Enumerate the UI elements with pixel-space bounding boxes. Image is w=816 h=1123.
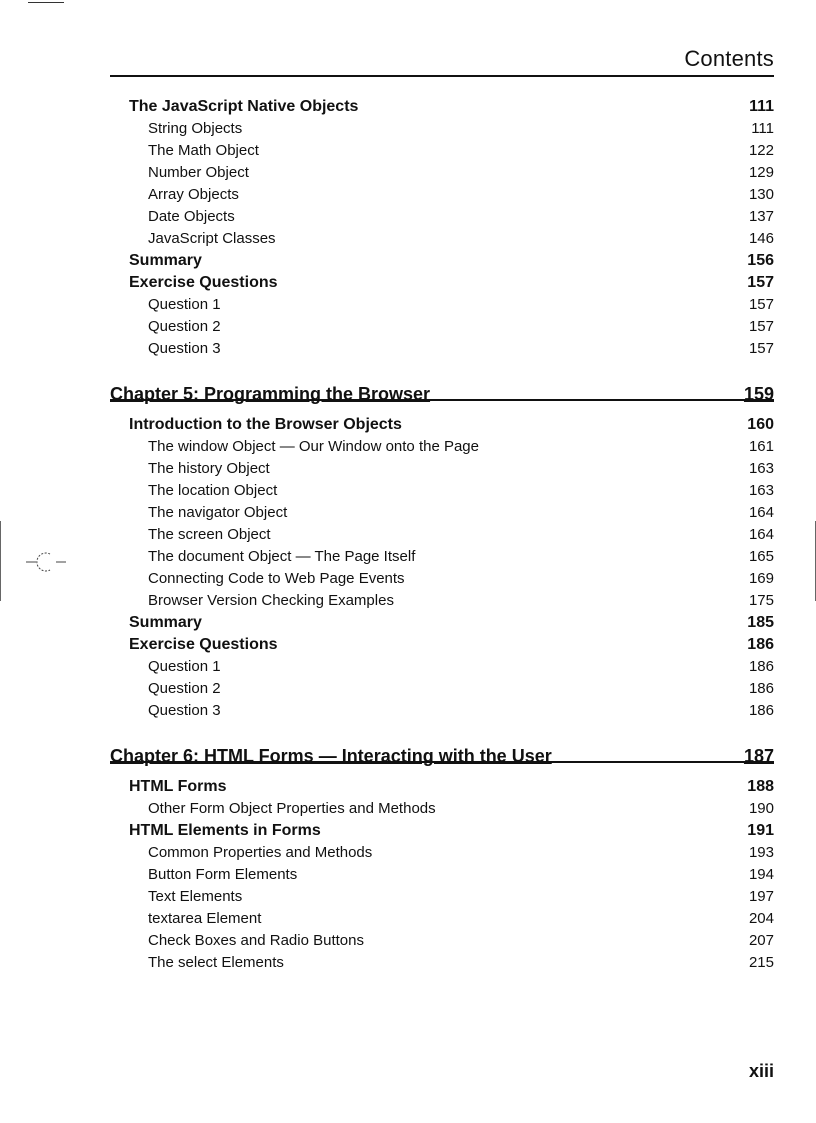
toc-subsection-entry[interactable] <box>110 700 774 722</box>
toc-entry-page-number: 186 <box>747 636 774 653</box>
toc-subsection-entry[interactable] <box>110 842 774 864</box>
toc-entry-page-number: 146 <box>748 230 774 247</box>
toc-entry-page-number: 186 <box>748 658 774 675</box>
toc-section-entry[interactable] <box>110 272 774 294</box>
toc-entry-page-number: 129 <box>748 164 774 181</box>
chapter-title: Chapter 6: HTML Forms — Interacting with the User <box>110 746 552 766</box>
toc-entry-title: HTML Elements in Forms <box>129 822 321 839</box>
toc-subsection-entry[interactable] <box>110 908 774 930</box>
toc-entry-page-number: 215 <box>748 954 774 971</box>
toc-entry-page-number: 186 <box>748 680 774 697</box>
chapter-page-number: 187 <box>743 746 774 766</box>
toc-subsection-entry[interactable] <box>110 930 774 952</box>
toc-entry-title: The location Object <box>148 482 278 499</box>
toc-entry-title: Button Form Elements <box>148 866 298 883</box>
toc-subsection-entry[interactable] <box>110 952 774 974</box>
toc-entry-page-number: 204 <box>748 910 774 927</box>
toc-entry-page-number: 157 <box>747 274 774 291</box>
toc-entry-page-number: 160 <box>747 416 774 433</box>
toc-subsection-entry[interactable] <box>110 294 774 316</box>
toc-section-entry[interactable] <box>110 250 774 272</box>
toc-entry-title: The screen Object <box>148 526 271 543</box>
page-header <box>110 44 774 77</box>
table-of-contents <box>110 96 774 974</box>
toc-entry-title: Summary <box>129 614 202 631</box>
toc-entry-title: The select Elements <box>148 954 284 971</box>
toc-section-entry[interactable] <box>110 96 774 118</box>
toc-entry-page-number: 186 <box>748 702 774 719</box>
page-number: xiii <box>748 1061 774 1081</box>
chapter-heading[interactable] <box>110 377 774 404</box>
toc-section-entry[interactable] <box>110 820 774 842</box>
toc-entry-page-number: 157 <box>748 318 774 335</box>
toc-subsection-entry[interactable] <box>110 184 774 206</box>
toc-entry-title: String Objects <box>148 120 243 137</box>
toc-subsection-entry[interactable] <box>110 162 774 184</box>
toc-entry-page-number: 161 <box>748 438 774 455</box>
toc-entry-page-number: 122 <box>748 142 774 159</box>
toc-entry-page-number: 164 <box>748 526 774 543</box>
toc-entry-page-number: 185 <box>747 614 774 631</box>
toc-entry-page-number: 157 <box>748 340 774 357</box>
toc-entry-title: Text Elements <box>148 888 243 905</box>
toc-subsection-entry[interactable] <box>110 118 774 140</box>
toc-subsection-entry[interactable] <box>110 140 774 162</box>
toc-entry-title: Common Properties and Methods <box>148 844 373 861</box>
toc-entry-title: The window Object — Our Window onto the Page <box>148 438 479 455</box>
toc-entry-page-number: 191 <box>747 822 774 839</box>
toc-subsection-entry[interactable] <box>110 656 774 678</box>
toc-entry-title: Array Objects <box>148 186 239 203</box>
toc-entry-title: The JavaScript Native Objects <box>129 98 359 115</box>
toc-subsection-entry[interactable] <box>110 316 774 338</box>
toc-entry-title: Other Form Object Properties and Methods <box>148 800 436 817</box>
toc-entry-title: The history Object <box>148 460 270 477</box>
toc-entry-page-number: 169 <box>748 570 774 587</box>
toc-entry-page-number: 130 <box>748 186 774 203</box>
toc-subsection-entry[interactable] <box>110 546 774 568</box>
toc-entry-page-number: 163 <box>748 460 774 477</box>
toc-entry-page-number: 165 <box>748 548 774 565</box>
toc-entry-title: Browser Version Checking Examples <box>148 592 394 609</box>
page-title: Contents <box>684 46 774 71</box>
toc-entry-title: The navigator Object <box>148 504 288 521</box>
crop-mark-left <box>0 521 1 601</box>
toc-entry-title: Question 1 <box>148 296 221 313</box>
toc-entry-page-number: 175 <box>748 592 774 609</box>
toc-entry-title: Exercise Questions <box>129 636 278 653</box>
toc-subsection-entry[interactable] <box>110 524 774 546</box>
toc-subsection-entry[interactable] <box>110 338 774 360</box>
toc-subsection-entry[interactable] <box>110 228 774 250</box>
toc-entry-title: Question 1 <box>148 658 221 675</box>
toc-entry-title: Question 2 <box>148 680 221 697</box>
toc-section-entry[interactable] <box>110 776 774 798</box>
toc-entry-title: Summary <box>129 252 202 269</box>
toc-entry-title: Date Objects <box>148 208 235 225</box>
toc-section-entry[interactable] <box>110 414 774 436</box>
toc-entry-title: HTML Forms <box>129 778 227 795</box>
toc-subsection-entry[interactable] <box>110 458 774 480</box>
toc-entry-title: textarea Element <box>148 910 262 927</box>
toc-entry-page-number: 190 <box>748 800 774 817</box>
toc-entry-page-number: 188 <box>747 778 774 795</box>
chapter-page-number: 159 <box>743 384 774 404</box>
toc-entry-title: The Math Object <box>148 142 259 159</box>
toc-subsection-entry[interactable] <box>110 590 774 612</box>
toc-entry-title: Question 2 <box>148 318 221 335</box>
toc-entry-page-number: 156 <box>747 252 774 269</box>
toc-entry-page-number: 193 <box>748 844 774 861</box>
toc-subsection-entry[interactable] <box>110 480 774 502</box>
toc-subsection-entry[interactable] <box>110 798 774 820</box>
toc-subsection-entry[interactable] <box>110 436 774 458</box>
toc-section-entry[interactable] <box>110 612 774 634</box>
toc-section-entry[interactable] <box>110 634 774 656</box>
toc-entry-title: Introduction to the Browser Objects <box>129 416 402 433</box>
toc-entry-title: Question 3 <box>148 702 221 719</box>
toc-entry-page-number: 207 <box>748 932 774 949</box>
toc-subsection-entry[interactable] <box>110 502 774 524</box>
toc-subsection-entry[interactable] <box>110 886 774 908</box>
toc-entry-page-number: 163 <box>748 482 774 499</box>
toc-entry-page-number: 111 <box>749 98 774 115</box>
toc-entry-page-number: 157 <box>748 296 774 313</box>
toc-entry-page-number: 194 <box>748 866 774 883</box>
toc-subsection-entry[interactable] <box>110 864 774 886</box>
toc-entry-title: Check Boxes and Radio Buttons <box>148 932 364 949</box>
toc-entry-title: JavaScript Classes <box>148 230 276 247</box>
toc-entry-page-number: 111 <box>751 120 774 137</box>
toc-subsection-entry[interactable] <box>110 206 774 228</box>
toc-entry-page-number: 164 <box>748 504 774 521</box>
toc-entry-title: Connecting Code to Web Page Events <box>148 570 405 587</box>
chapter-title: Chapter 5: Programming the Browser <box>110 384 431 404</box>
toc-entry-title: Question 3 <box>148 340 221 357</box>
registration-mark-icon <box>24 548 68 576</box>
toc-entry-title: The document Object — The Page Itself <box>148 548 416 565</box>
toc-subsection-entry[interactable] <box>110 678 774 700</box>
toc-entry-page-number: 197 <box>748 888 774 905</box>
toc-entry-title: Exercise Questions <box>129 274 278 291</box>
crop-mark-top <box>28 2 64 3</box>
toc-entry-page-number: 137 <box>748 208 774 225</box>
toc-subsection-entry[interactable] <box>110 568 774 590</box>
chapter-heading[interactable] <box>110 739 774 766</box>
toc-entry-title: Number Object <box>148 164 249 181</box>
